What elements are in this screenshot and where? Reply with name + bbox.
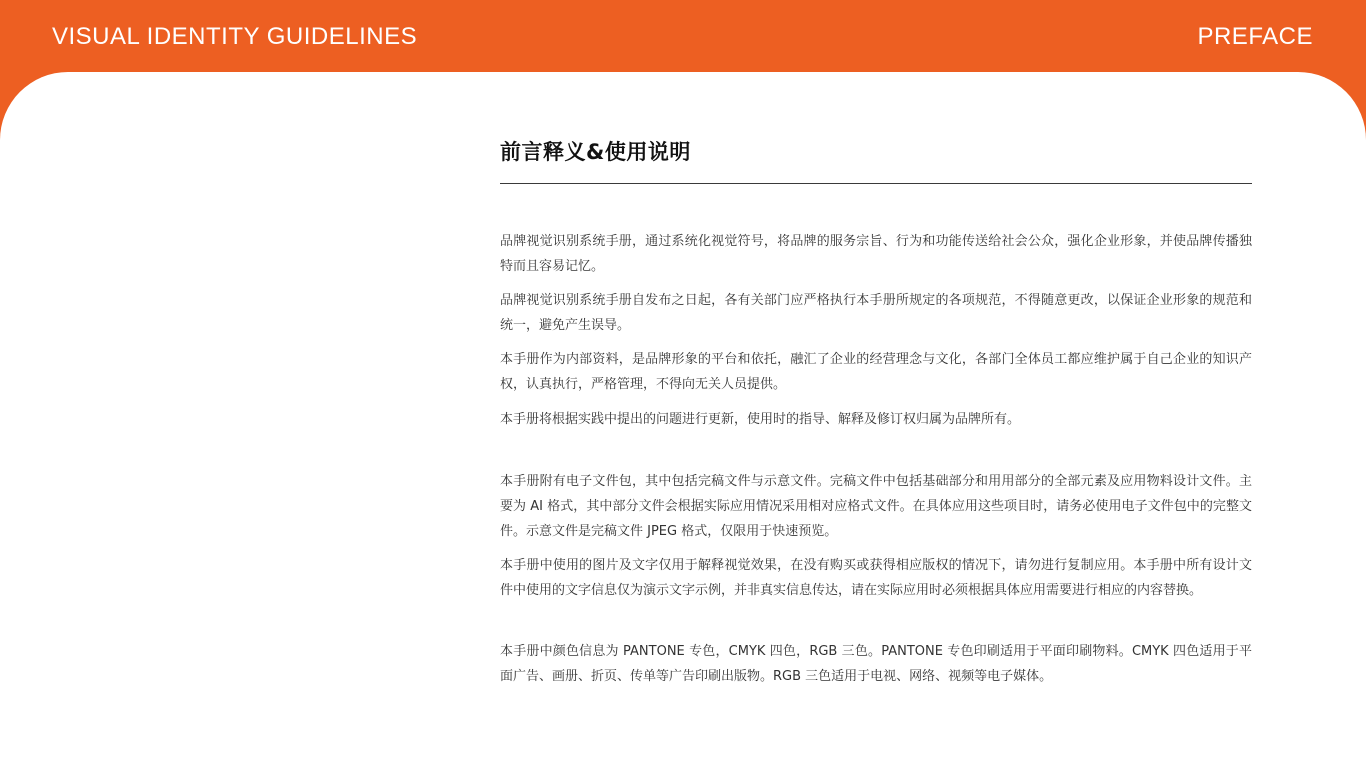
paragraph: 品牌视觉识别系统手册自发布之日起，各有关部门应严格执行本手册所规定的各项规范，不得随意更改，以保证企业形象的规范和统一，避免产生误导。: [500, 293, 1252, 333]
title-divider: [500, 183, 1252, 184]
section-label: PREFACE: [1197, 23, 1313, 50]
paragraph: 本手册将根据实践中提出的问题进行更新，使用时的指导、解释及修订权归属为品牌所有。: [500, 412, 1021, 427]
page-title: 前言释义&使用说明: [500, 140, 691, 164]
paragraph: 本手册附有电子文件包，其中包括完稿文件与示意文件。完稿文件中包括基础部分和用用部分的全部元素及应用物料设计文件。主要为 AI 格式，其中部分文件会根据实际应用情况采用相对应格式文件。在具体应用这些项目时，请务必使用电子文件包中的完整文件。示意文件是完稿文件 JPEG 格式，仅限用于快速预览。: [500, 474, 1252, 539]
document-series-title: VISUAL IDENTITY GUIDELINES: [52, 23, 418, 50]
paragraph: 品牌视觉识别系统手册，通过系统化视觉符号，将品牌的服务宗旨、行为和功能传送给社会公众，强化企业形象，并使品牌传播独特而且容易记忆。: [500, 234, 1252, 274]
paragraph: 本手册中使用的图片及文字仅用于解释视觉效果，在没有购买或获得相应版权的情况下，请勿进行复制应用。本手册中所有设计文件中使用的文字信息仅为演示文字示例，并非真实信息传达，请在实际应用时必须根据具体应用需要进行相应的内容替换。: [500, 558, 1252, 598]
content-sheet: [0, 72, 1366, 768]
paragraph: 本手册作为内部资料，是品牌形象的平台和依托，融汇了企业的经营理念与文化，各部门全体员工都应维护属于自己企业的知识产权，认真执行，严格管理，不得向无关人员提供。: [500, 352, 1252, 392]
paragraph: 本手册中颜色信息为 PANTONE 专色，CMYK 四色，RGB 三色。PANTONE 专色印刷适用于平面印刷物料。CMYK 四色适用于平面广告、画册、折页、传单等广告印刷出版物。RGB 三色适用于电视、网络、视频等电子媒体。: [500, 644, 1252, 684]
